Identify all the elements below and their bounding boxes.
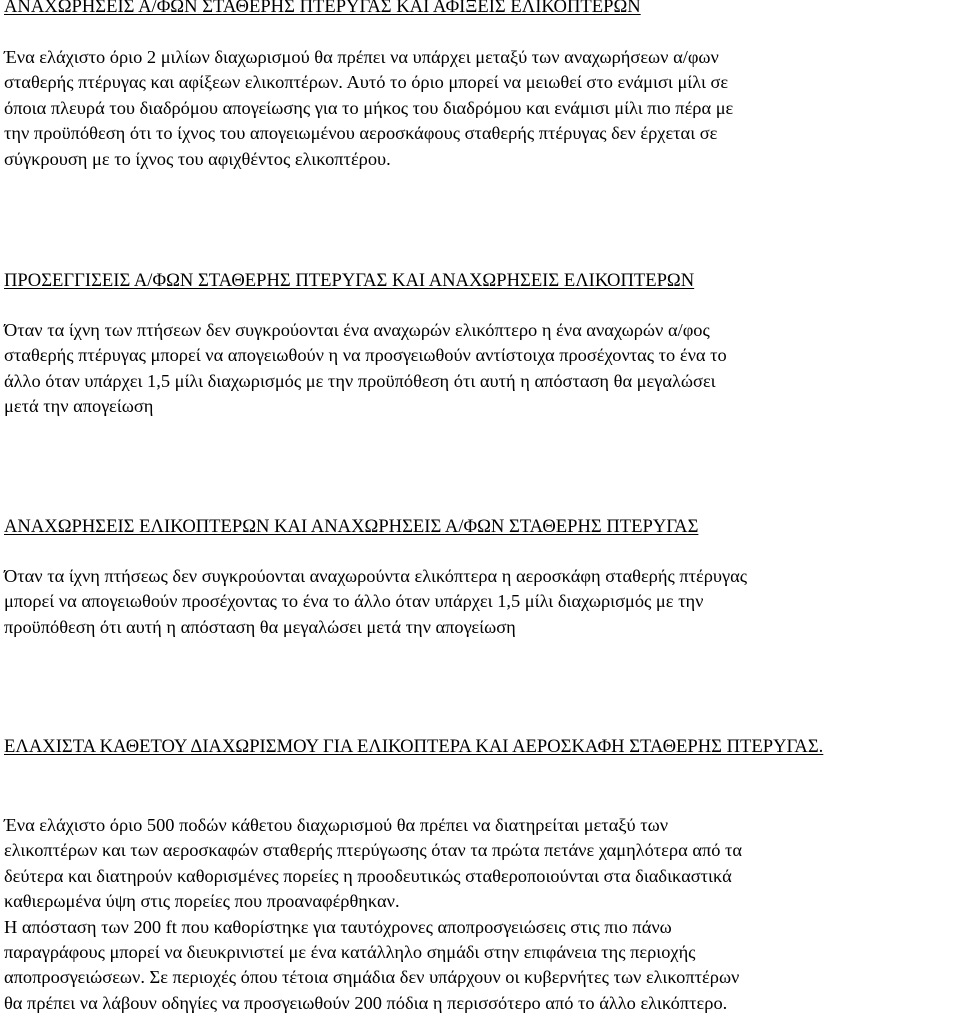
section-3-heading: ΑΝΑΧΩΡΗΣΕΙΣ ΕΛΙΚΟΠΤΕΡΩΝ ΚΑΙ ΑΝΑΧΩΡΗΣΕΙΣ Α/ΦΩΝ ΣΤΑΘΕΡΗΣ ΠΤΕΡΥΓΑΣ (4, 516, 699, 537)
section-1-paragraph (4, 45, 960, 172)
paragraph-line: σταθερής πτέρυγας και αφίξεων ελικοπτέρων. Αυτό το όριο μπορεί να μειωθεί στο ενάμισι μίλι σε (4, 72, 729, 93)
section-2-paragraph (4, 318, 960, 420)
paragraph-line: σταθερής πτέρυγας μπορεί να απογειωθούν η να προσγειωθούν αντίστοιχα προσέχοντας το ένα το (4, 345, 727, 366)
paragraph-line: ελικοπτέρων και των αεροσκαφών σταθερής πτερύγωσης όταν τα πρώτα πετάνε χαμηλότερα από τα (4, 840, 743, 861)
section-3-paragraph (4, 564, 960, 640)
section-4-heading: ΕΛΑΧΙΣΤΑ ΚΑΘΕΤΟΥ ΔΙΑΧΩΡΙΣΜΟΥ ΓΙΑ ΕΛΙΚΟΠΤΕΡΑ ΚΑΙ ΑΕΡΟΣΚΑΦΗ ΣΤΑΘΕΡΗΣ ΠΤΕΡΥΓΑΣ. (4, 736, 824, 757)
paragraph-line: Ένα ελάχιστο όριο 500 ποδών κάθετου διαχωρισμού θα πρέπει να διατηρείται μεταξύ των (4, 815, 669, 835)
paragraph-line: προϋπόθεση ότι αυτή η απόσταση θα μεγαλώσει μετά την απογείωση (4, 616, 516, 637)
paragraph-line: όποια πλευρά του διαδρόμου απογείωσης για το μήκος του διαδρόμου και ενάμισι μίλι πιο πέρα με (4, 97, 734, 118)
paragraph-line: την προϋπόθεση ότι το ίχνος του απογειωμένου αεροσκάφους σταθερής πτέρυγας δεν έρχεται σε (4, 123, 718, 144)
paragraph-line: αποπροσγειώσεων. Σε περιοχές όπου τέτοια σημάδια δεν υπάρχουν οι κυβερνήτες των ελικοπτέρων (4, 967, 740, 988)
paragraph-line: Ένα ελάχιστο όριο 2 μιλίων διαχωρισμού θα πρέπει να υπάρχει μεταξύ των αναχωρήσεων α/φων (4, 47, 719, 67)
section-1-heading: ΑΝΑΧΩΡΗΣΕΙΣ Α/ΦΩΝ ΣΤΑΘΕΡΗΣ ΠΤΕΡΥΓΑΣ ΚΑΙ ΑΦΙΞΕΙΣ ΕΛΙΚΟΠΤΕΡΩΝ (4, 0, 641, 17)
paragraph-line: παραγράφους μπορεί να διευκρινιστεί με ένα κατάλληλο σημάδι στην επιφάνεια της περιοχής (4, 942, 696, 963)
paragraph-line: θα πρέπει να λάβουν οδηγίες να προσγειωθούν 200 πόδια η περισσότερο από το άλλο ελικόπτερο. (4, 992, 728, 1013)
section-4-paragraph (4, 813, 960, 1016)
paragraph-line: μπορεί να απογειωθούν προσέχοντας το ένα το άλλο όταν υπάρχει 1,5 μίλι διαχωρισμός με την (4, 591, 704, 612)
paragraph-line: δεύτερα και διατηρούν καθορισμένες πορείες η προοδευτικώς σταθεροποιούνται στα διαδικαστικά (4, 865, 732, 886)
paragraph-line: Όταν τα ίχνη πτήσεως δεν συγκρούονται αναχωρούντα ελικόπτερα η αεροσκάφη σταθερής πτέρυγας (4, 566, 748, 586)
paragraph-line: Η απόσταση των 200 ft που καθορίστηκε για ταυτόχρονες αποπροσγειώσεις στις πιο πάνω (4, 916, 672, 937)
section-2-heading: ΠΡΟΣΕΓΓΙΣΕΙΣ Α/ΦΩΝ ΣΤΑΘΕΡΗΣ ΠΤΕΡΥΓΑΣ ΚΑΙ ΑΝΑΧΩΡΗΣΕΙΣ ΕΛΙΚΟΠΤΕΡΩΝ (4, 270, 695, 291)
paragraph-line: σύγκρουση με το ίχνος του αφιχθέντος ελικοπτέρου. (4, 148, 391, 169)
paragraph-line: μετά την απογείωση (4, 396, 154, 417)
paragraph-line: άλλο όταν υπάρχει 1,5 μίλι διαχωρισμός με την προϋπόθεση ότι αυτή η απόσταση θα μεγαλώσει (4, 370, 716, 391)
paragraph-line: Όταν τα ίχνη των πτήσεων δεν συγκρούονται ένα αναχωρών ελικόπτερο η ένα αναχωρών α/φος (4, 320, 710, 340)
paragraph-line: καθιερωμένα ύψη στις πορείες που προαναφέρθηκαν. (4, 891, 400, 912)
